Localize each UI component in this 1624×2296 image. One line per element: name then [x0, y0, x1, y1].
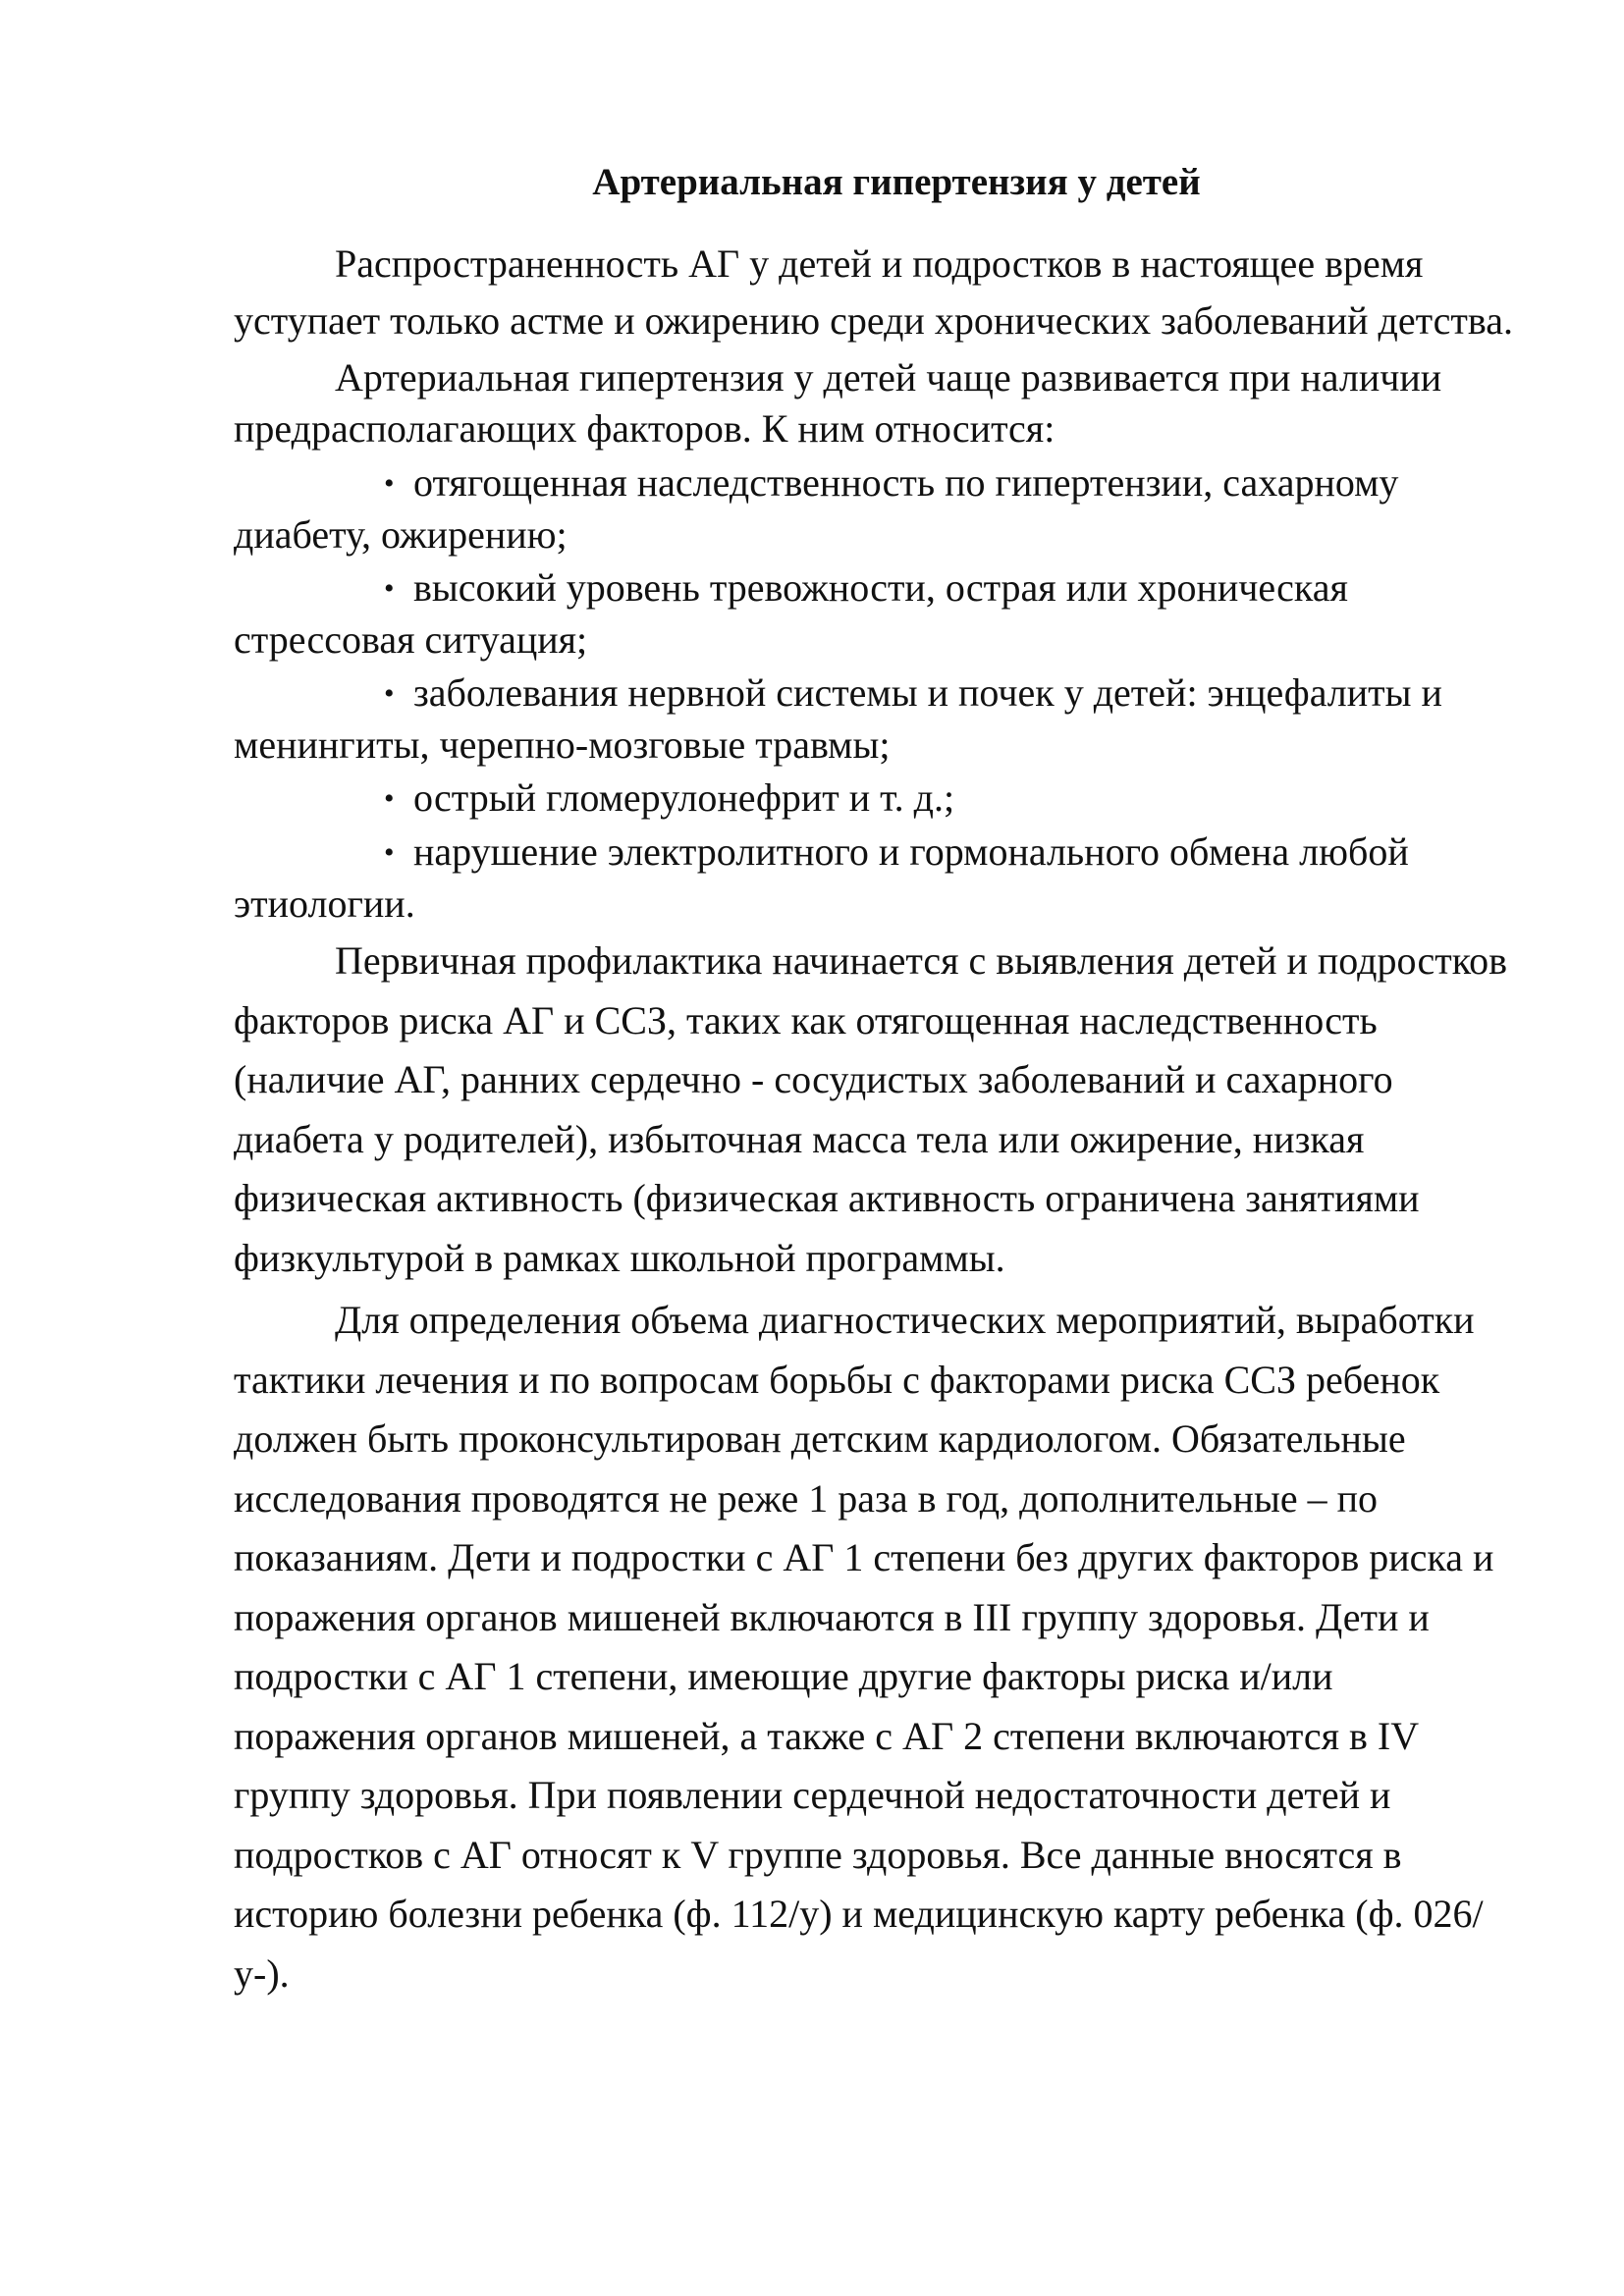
list-item: • нарушение электролитного и гормонального обмена любой этиологии. — [234, 829, 1409, 926]
bullet-icon: • — [384, 677, 395, 710]
risk-factors-list — [234, 457, 1520, 930]
bullet-icon: • — [384, 782, 395, 815]
list-item: • острый гломерулонефрит и т. д.; — [234, 773, 1520, 825]
bullet-icon: • — [384, 572, 395, 605]
list-item: • отягощенная наследственность по гипертензии, сахарному диабету, ожирению; — [234, 460, 1399, 557]
paragraph-risk-factors-intro: Артериальная гипертензия у детей чаще развивается при наличии предрасполагающих факторов. К ним относится: — [234, 355, 1442, 451]
bullet-icon: • — [384, 836, 395, 869]
document-title: Артериальная гипертензия у детей — [592, 161, 1201, 203]
list-item: • высокий уровень тревожности, острая или хроническая стрессовая ситуация; — [234, 565, 1348, 662]
document-body — [234, 157, 1520, 2006]
paragraph-primary-prevention: Первичная профилактика начинается с выявления детей и подростков факторов риска АГ и ССЗ, таких как отягощенная наследственность (наличие АГ, ранних сердечно - сосудистых заболеваний и сахарного диабета у родителей), избыточная масса тела или ожирение, низкая физическая активность (физическая активность ограничена занятиями физкультурой в рамках школьной программы. — [234, 938, 1508, 1280]
paragraph-prevalence: Распространенность АГ у детей и подростков в настоящее время уступает только астме и ожирению среди хронических заболеваний детства. — [234, 241, 1513, 343]
list-item: • заболевания нервной системы и почек у детей: энцефалиты и менингиты, черепно-мозговые травмы; — [234, 670, 1442, 767]
bullet-icon: • — [384, 467, 395, 500]
paragraph-diagnostics: Для определения объема диагностических мероприятий, выработки тактики лечения и по вопросам борьбы с факторами риска ССЗ ребенок должен быть проконсультирован детским кардиологом. Обязательные исследования проводятся не реже 1 раза в год, дополнительные – по показаниям. Дети и подростки с АГ 1 степени без других факторов риска и поражения органов мишеней включаются в III группу здоровья. Дети и подростки с АГ 1 степени, имеющие другие факторы риска и/или поражения органов мишеней, а также с АГ 2 степени включаются в IV группу здоровья. При появлении сердечной недостаточности детей и подростков с АГ относят к V группе здоровья. Все данные вносятся в историю болезни ребенка (ф. 112/у) и медицинскую карту ребенка (ф. 026/у-). — [234, 1298, 1494, 1996]
